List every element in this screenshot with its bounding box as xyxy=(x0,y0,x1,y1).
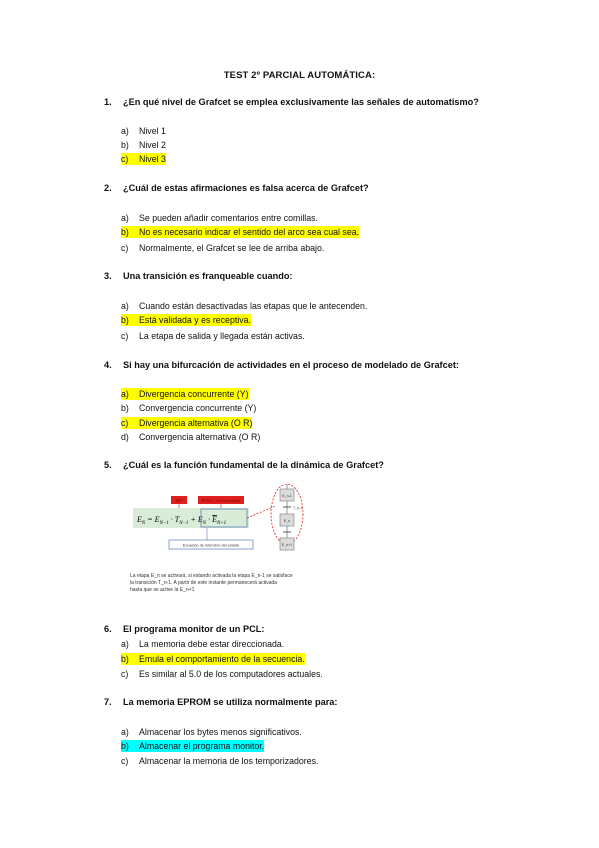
option-3a xyxy=(121,300,367,312)
option-text: Nivel 1 xyxy=(139,126,166,136)
option-7c xyxy=(121,755,318,767)
option-letter: c) xyxy=(121,669,129,679)
option-text: Almacenar los bytes menos significativos. xyxy=(139,727,302,737)
option-2b-highlighted xyxy=(121,226,359,238)
option-letter: b) xyxy=(121,227,129,237)
option-letter: d) xyxy=(121,432,129,442)
option-7b-highlighted xyxy=(121,740,264,752)
option-4c-highlighted xyxy=(121,417,252,429)
option-text: Está validada y es receptiva. xyxy=(139,315,251,325)
option-letter: c) xyxy=(121,756,129,766)
figure-caption-line-2: la transición T_n-1. A partir de este instante permanecerá activada xyxy=(130,580,277,586)
figure-caption-line-1: La etapa E_n se activará, si estando activada la etapa E_n-1 se satisface xyxy=(130,573,293,579)
option-text: Emula el comportamiento de la secuencia. xyxy=(139,654,305,664)
option-2c xyxy=(121,242,324,254)
question-number: 2. xyxy=(104,183,112,193)
option-text: Divergencia alternativa (O R) xyxy=(139,418,253,428)
figure-caption-line-3: hasta que se active la E_n+1 xyxy=(130,587,195,593)
option-2a xyxy=(121,212,318,224)
option-text: Es similar al 5.0 de los computadores actuales. xyxy=(139,669,323,679)
option-letter: b) xyxy=(121,654,129,664)
grafcet-dynamics-figure xyxy=(125,484,330,604)
question-text: ¿Cuál de estas afirmaciones es falsa acerca de Grafcet? xyxy=(123,183,369,193)
question-text: El programa monitor de un PCL: xyxy=(123,624,265,634)
step-en-1-label: E_n-1 xyxy=(282,494,292,498)
option-text: Convergencia alternativa (O R) xyxy=(139,432,261,442)
option-1b xyxy=(121,139,166,151)
option-text: Cuando están desactivadas las etapas que le antecenden. xyxy=(139,301,368,311)
question-number: 5. xyxy=(104,460,112,470)
option-letter: a) xyxy=(121,727,129,737)
option-6c xyxy=(121,668,323,680)
option-4b xyxy=(121,402,256,414)
option-letter: b) xyxy=(121,741,129,751)
option-letter: c) xyxy=(121,418,129,428)
question-text: ¿Cuál es la función fundamental de la dinámica de Grafcet? xyxy=(123,460,384,470)
option-3b-highlighted xyxy=(121,314,251,326)
retention-label: Ecuación de retención del estado xyxy=(182,543,240,548)
question-number: 4. xyxy=(104,360,112,370)
option-1c-highlighted xyxy=(121,153,166,165)
option-1a xyxy=(121,125,166,137)
option-3c xyxy=(121,330,305,342)
page-title: TEST 2º PARCIAL AUTOMÁTICA: xyxy=(223,70,376,81)
option-letter: a) xyxy=(121,389,129,399)
option-text: Nivel 2 xyxy=(139,140,166,150)
question-text: La memoria EPROM se utiliza normalmente para: xyxy=(123,697,338,707)
option-letter: b) xyxy=(121,140,129,150)
option-text: La etapa de salida y llegada están activas. xyxy=(139,331,305,341)
option-6a xyxy=(121,638,284,650)
option-text: La memoria debe estar direccionada. xyxy=(139,639,285,649)
question-text: Si hay una bifurcación de actividades en el proceso de modelado de Grafcet: xyxy=(123,360,459,370)
set-label: SET xyxy=(175,499,183,503)
transition-label: T_n-1 xyxy=(293,506,303,510)
reset-label: RESET / Enclavamiento xyxy=(201,499,241,503)
option-text: Almacenar la memoria de los temporizadores. xyxy=(139,756,319,766)
question-number: 7. xyxy=(104,697,112,707)
option-text: Nivel 3 xyxy=(139,154,166,164)
option-letter: a) xyxy=(121,213,129,223)
option-letter: a) xyxy=(121,301,129,311)
step-en-label: E_n xyxy=(283,519,291,523)
option-text: Convergencia concurrente (Y) xyxy=(139,403,257,413)
option-letter: b) xyxy=(121,403,129,413)
option-6b-highlighted xyxy=(121,653,305,665)
grafcet-equation: $E_N = E_{N-1} \cdot T_{N-1} + E_N \cdot E_{N+1}$ xyxy=(137,515,227,526)
option-letter: a) xyxy=(121,126,129,136)
question-text: ¿En qué nivel de Grafcet se emplea exclusivamente las señales de automatismo? xyxy=(123,97,479,107)
option-letter: b) xyxy=(121,315,129,325)
option-text: Divergencia concurrente (Y) xyxy=(139,389,249,399)
option-text: Normalmente, el Grafcet se lee de arriba abajo. xyxy=(139,243,325,253)
option-text: No es necesario indicar el sentido del arco sea cual sea. xyxy=(139,227,360,237)
question-number: 1. xyxy=(104,97,112,107)
option-text: Almacenar el programa monitor. xyxy=(139,741,265,751)
option-text: Se pueden añadir comentarios entre comillas. xyxy=(139,213,318,223)
option-letter: a) xyxy=(121,639,129,649)
step-en+1-label: E_n+1 xyxy=(281,543,293,547)
question-text: Una transición es franqueable cuando: xyxy=(123,271,293,281)
option-letter: c) xyxy=(121,243,129,253)
question-number: 3. xyxy=(104,271,112,281)
option-letter: c) xyxy=(121,154,129,164)
option-7a xyxy=(121,726,302,738)
question-number: 6. xyxy=(104,624,112,634)
option-4d xyxy=(121,431,260,443)
option-4a-highlighted xyxy=(121,388,249,400)
option-letter: c) xyxy=(121,331,129,341)
